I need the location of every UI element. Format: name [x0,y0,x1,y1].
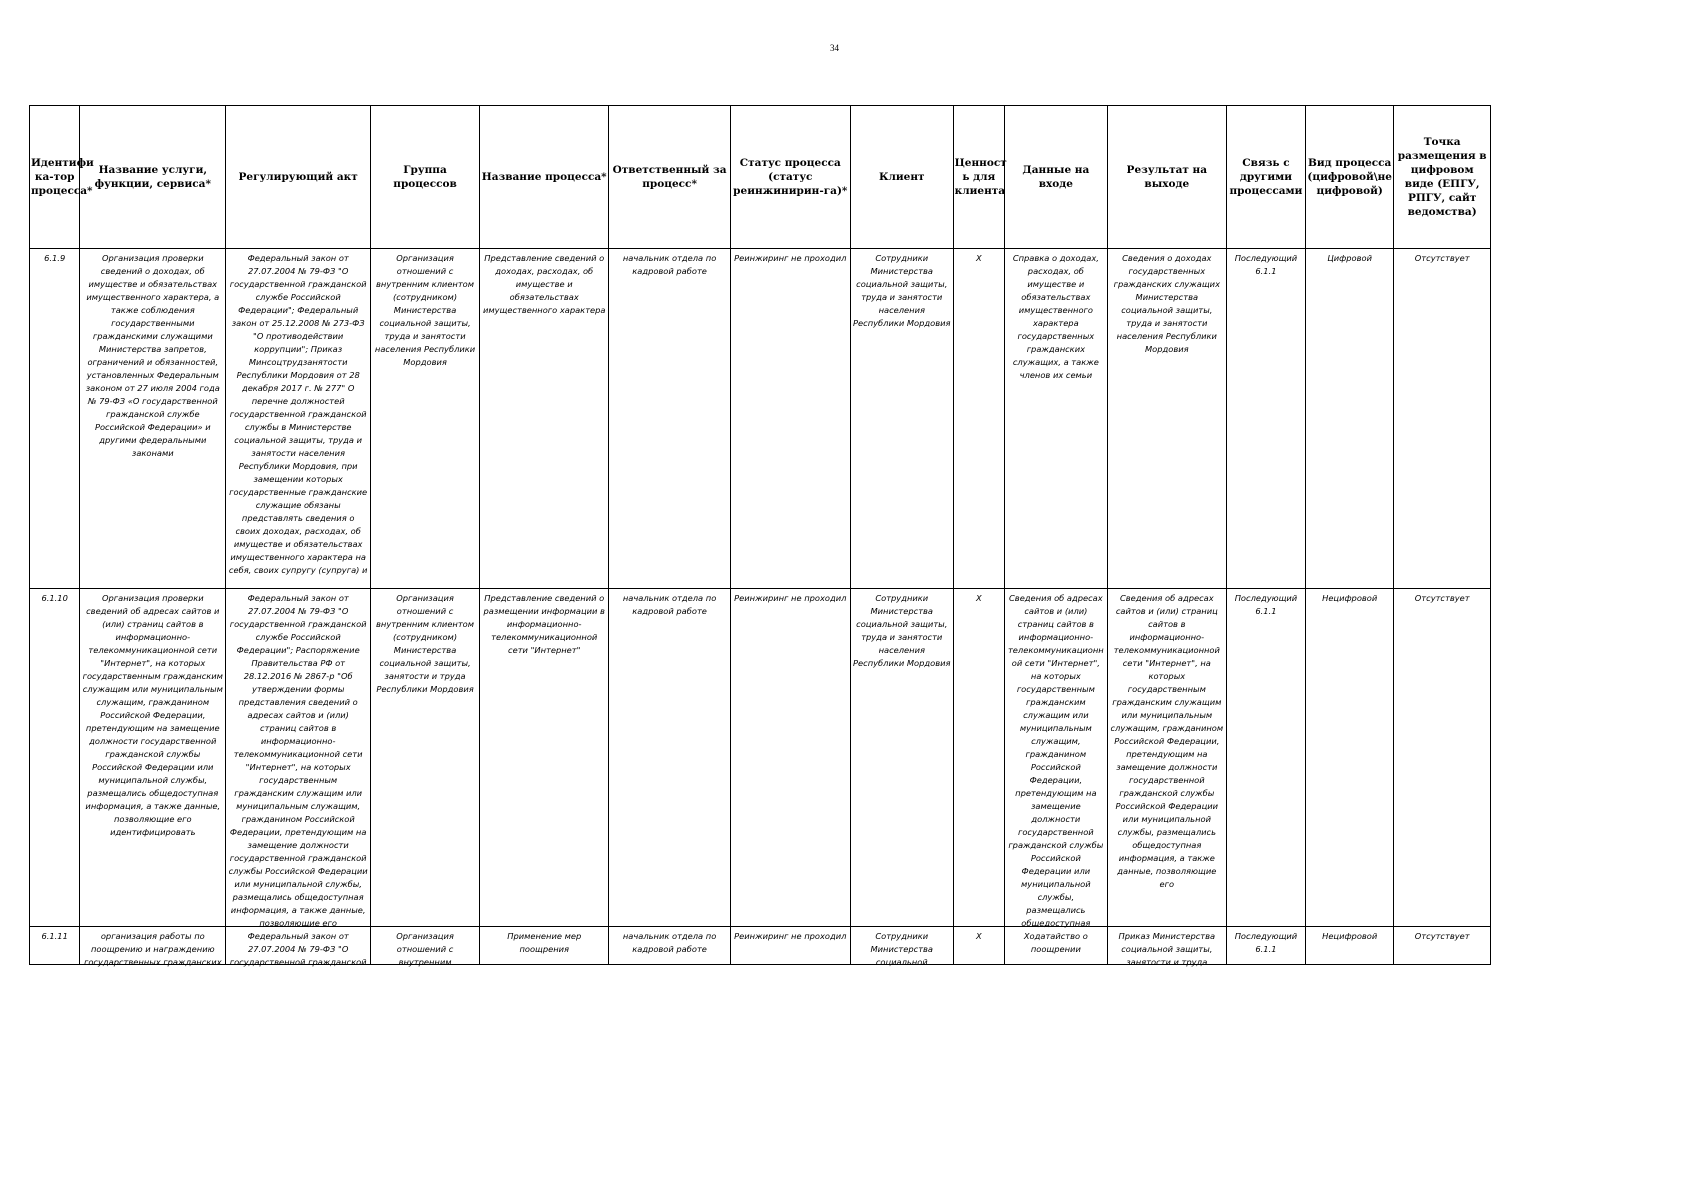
cell-digital-location [1394,249,1491,589]
cell-output-result [1107,927,1226,965]
cell-text: Нецифровой [1322,931,1378,941]
cell-related-processes [1226,589,1305,927]
cell-text: Реинжиринг не проходил [734,253,847,263]
cell-text: Ходатайство о поощрении [1023,931,1088,954]
cell-responsible [609,927,730,965]
cell-regulating-act [226,249,371,589]
cell-related-processes [1226,927,1305,965]
cell-regulating-act [226,927,371,965]
cell-status [730,927,850,965]
table-row [30,589,1491,927]
cell-input-data [1004,927,1107,965]
cell-text: начальник отдела по кадровой работе [622,931,717,954]
cell-text: Справка о доходах, расходах, об имуществе и обязательствах имущественного характера государственных гражданских служащих, а также членов их семьи [1012,253,1099,380]
cell-text: Федеральный закон от 27.07.2004 № 79-ФЗ "О государственной гражданской службе Российской Федерации"; Федеральный закон от 25.12.2008 № 273-ФЗ "О противодействии коррупции"; Приказ Минсоцтрудзанятости Республики Мордовия от 28 декабря 2017 г. № 277" О перечне должностей государственной гражданской службы в Министерстве социальной защиты, труда и занятости населения Республики Мордовия, при замещении которых государственные гражданские служащие обязаны представлять сведения о своих доходах, расходах, об имуществе и обязательствах имущественного характера на себя, своих супругу (супруга) и [228,253,368,575]
cell-input-data [1004,249,1107,589]
cell-process-name [480,249,609,589]
header-service-name: Название услуги, функции, сервиса* [80,106,226,249]
cell-text: 6.1.9 [44,253,66,263]
cell-text: Сведения о доходах государственных гражданских служащих Министерства социальной защиты, труда и занятости населения Республики Мордовия [1113,253,1220,354]
header-input-data: Данные на входе [1004,106,1107,249]
cell-process-type [1306,589,1394,927]
header-related-processes: Связь с другими процессами [1226,106,1305,249]
header-client: Клиент [850,106,953,249]
cell-id [30,589,80,927]
header-status: Статус процесса (статус реинжинирин-га)* [730,106,850,249]
page-number: 34 [830,43,839,53]
header-responsible: Ответственный за процесс* [609,106,730,249]
cell-id [30,927,80,965]
cell-text: Сотрудники Министерства социальной защиты, труда и занятости населения Республики Мордовия [853,253,951,328]
cell-process-type [1306,249,1394,589]
cell-process-name [480,927,609,965]
cell-service-name [80,927,226,965]
cell-text: X [975,253,982,263]
cell-text: Применение мер поощрения [507,931,582,954]
cell-text: Представление сведений о доходах, расходах, об имуществе и обязательствах имущественного характера [482,253,606,315]
cell-text: Сотрудники Министерства социальной защиты, труда и занятости населения Республики Мордовия [853,593,951,668]
cell-service-name [80,589,226,927]
cell-client-value [953,927,1004,965]
cell-text: Представление сведений о размещении информации в информационно-телекоммуникационной сети "Интернет" [483,593,605,655]
cell-client [850,927,953,965]
cell-regulating-act [226,589,371,927]
cell-text: Отсутствует [1414,253,1470,263]
cell-process-group [371,249,480,589]
header-id: Идентифи ка-тор процесса* [30,106,80,249]
cell-status [730,249,850,589]
table-row [30,249,1491,589]
cell-id [30,249,80,589]
cell-input-data [1004,589,1107,927]
process-table-container [29,105,1491,967]
header-client-value: Ценност ь для клиента [953,106,1004,249]
cell-text: Отсутствует [1414,593,1470,603]
cell-output-result [1107,589,1226,927]
cell-text: Отсутствует [1414,931,1470,941]
cell-text: Организация проверки сведений о доходах, об имуществе и обязательствах имущественного характера, а также соблюдения государственными гражданскими служащими Министерства запретов, ограничений и обязанностей, установленных Федеральным законом от 27 июля 2004 года № 79-ФЗ «О государственной гражданской службе Российской Федерации» и другими федеральными законами [85,253,220,458]
header-process-type: Вид процесса (цифровой\не цифровой) [1306,106,1394,249]
cell-process-group [371,927,480,965]
cell-process-type [1306,927,1394,965]
cell-client-value [953,249,1004,589]
cell-text: Федеральный закон от 27.07.2004 № 79-ФЗ "О государственной гражданской службе Российской Федерации"; Распоряжение Правительства РФ от 28.12.2016 № 2867-р "Об утверждении формы представления сведений о адресах сайтов и (или) страниц сайтов в информационно-телекоммуникационной сети "Интернет", на которых государственным гражданским служащим или муниципальным служащим, гражданином Российской Федерации, претендующим на замещение должности государственной гражданской службы Российской Федерации или муниципальной службы, размещались общедоступная информация, а также данные, позволяющие его [228,593,368,928]
cell-text: Организация проверки сведений об адресах сайтов и (или) страниц сайтов в информационно-телекоммуникационной сети "Интернет", на которых государственным гражданским служащим или муниципальным служащим, гражданином Российской Федерации, претендующим на замещение должности государственной гражданской службы Российской Федерации или муниципальной службы, размещались общедоступная информация, а также данные, позволяющие его идентифицировать [82,593,223,837]
cell-client-value [953,589,1004,927]
process-table [29,105,1491,965]
header-output-result: Результат на выходе [1107,106,1226,249]
cell-text: Реинжиринг не проходил [734,931,847,941]
cell-text: Организация отношений с внутренним [396,931,454,967]
cell-text: Сведения об адресах сайтов и (или) страниц сайтов в информационно-телекоммуникационной сети "Интернет", на которых государственным гражданским служащим или муниципальным служащим, гражданином Российской Федерации, претендующим на замещение должности государственной гражданской службы Российской Федерации или муниципальной службы, размещались общедоступная информация, а также данные, позволяющие его [1110,593,1224,889]
cell-text: Организация отношений с внутренним клиентом (сотрудником) Министерства социальной защиты, труда и занятости населения Республики Мордовия [374,253,476,367]
cell-text: Реинжиринг не проходил [734,593,847,603]
cell-client [850,589,953,927]
cell-responsible [609,249,730,589]
cell-related-processes [1226,249,1305,589]
cell-client [850,249,953,589]
cell-text: Последующий 6.1.1 [1234,253,1298,276]
table-body [30,249,1491,965]
cell-text: 6.1.10 [41,593,68,603]
header-process-group: Группа процессов [371,106,480,249]
table-header [30,106,1491,249]
cell-text: X [975,593,982,603]
cell-text: X [975,931,982,941]
cell-process-name [480,589,609,927]
cell-text: организация работы по поощрению и награждению государственных гражданских [83,931,222,967]
cell-text: Сведения об адресах сайтов и (или) страниц сайтов в информационно-телекоммуникационной сети "Интернет", на которых государственным гражданским служащим или муниципальным служащим, гражданином Российской Федерации, претендующим на замещение должности государственной гражданской службы Российской Федерации или муниципальной службы, размещались общедоступная [1007,593,1104,928]
cell-text: Нецифровой [1322,593,1378,603]
header-process-name: Название процесса* [480,106,609,249]
cell-output-result [1107,249,1226,589]
cell-text: Последующий 6.1.1 [1234,931,1298,954]
cell-digital-location [1394,927,1491,965]
header-digital-location: Точка размещения в цифровом виде (ЕПГУ, РПГУ, сайт ведомства) [1394,106,1491,249]
header-regulating-act: Регулирующий акт [226,106,371,249]
cell-text: Организация отношений с внутренним клиентом (сотрудником) Министерства социальной защиты, занятости и труда Республики Мордовия [376,593,475,694]
cell-process-group [371,589,480,927]
cell-status [730,589,850,927]
cell-text: начальник отдела по кадровой работе [622,593,717,616]
cell-digital-location [1394,589,1491,927]
cell-text: 6.1.11 [41,931,68,941]
cell-text: начальник отдела по кадровой работе [622,253,717,276]
table-row [30,927,1491,965]
cell-text: Сотрудники Министерства социальной [870,931,934,967]
header-row [30,106,1491,249]
cell-service-name [80,249,226,589]
cell-text: Приказ Министерства социальной защиты, занятости и труда [1118,931,1216,967]
cell-text: Цифровой [1327,253,1372,263]
cell-responsible [609,589,730,927]
cell-text: Последующий 6.1.1 [1234,593,1298,616]
cell-text: Федеральный закон от 27.07.2004 № 79-ФЗ "О государственной гражданской [229,931,367,967]
